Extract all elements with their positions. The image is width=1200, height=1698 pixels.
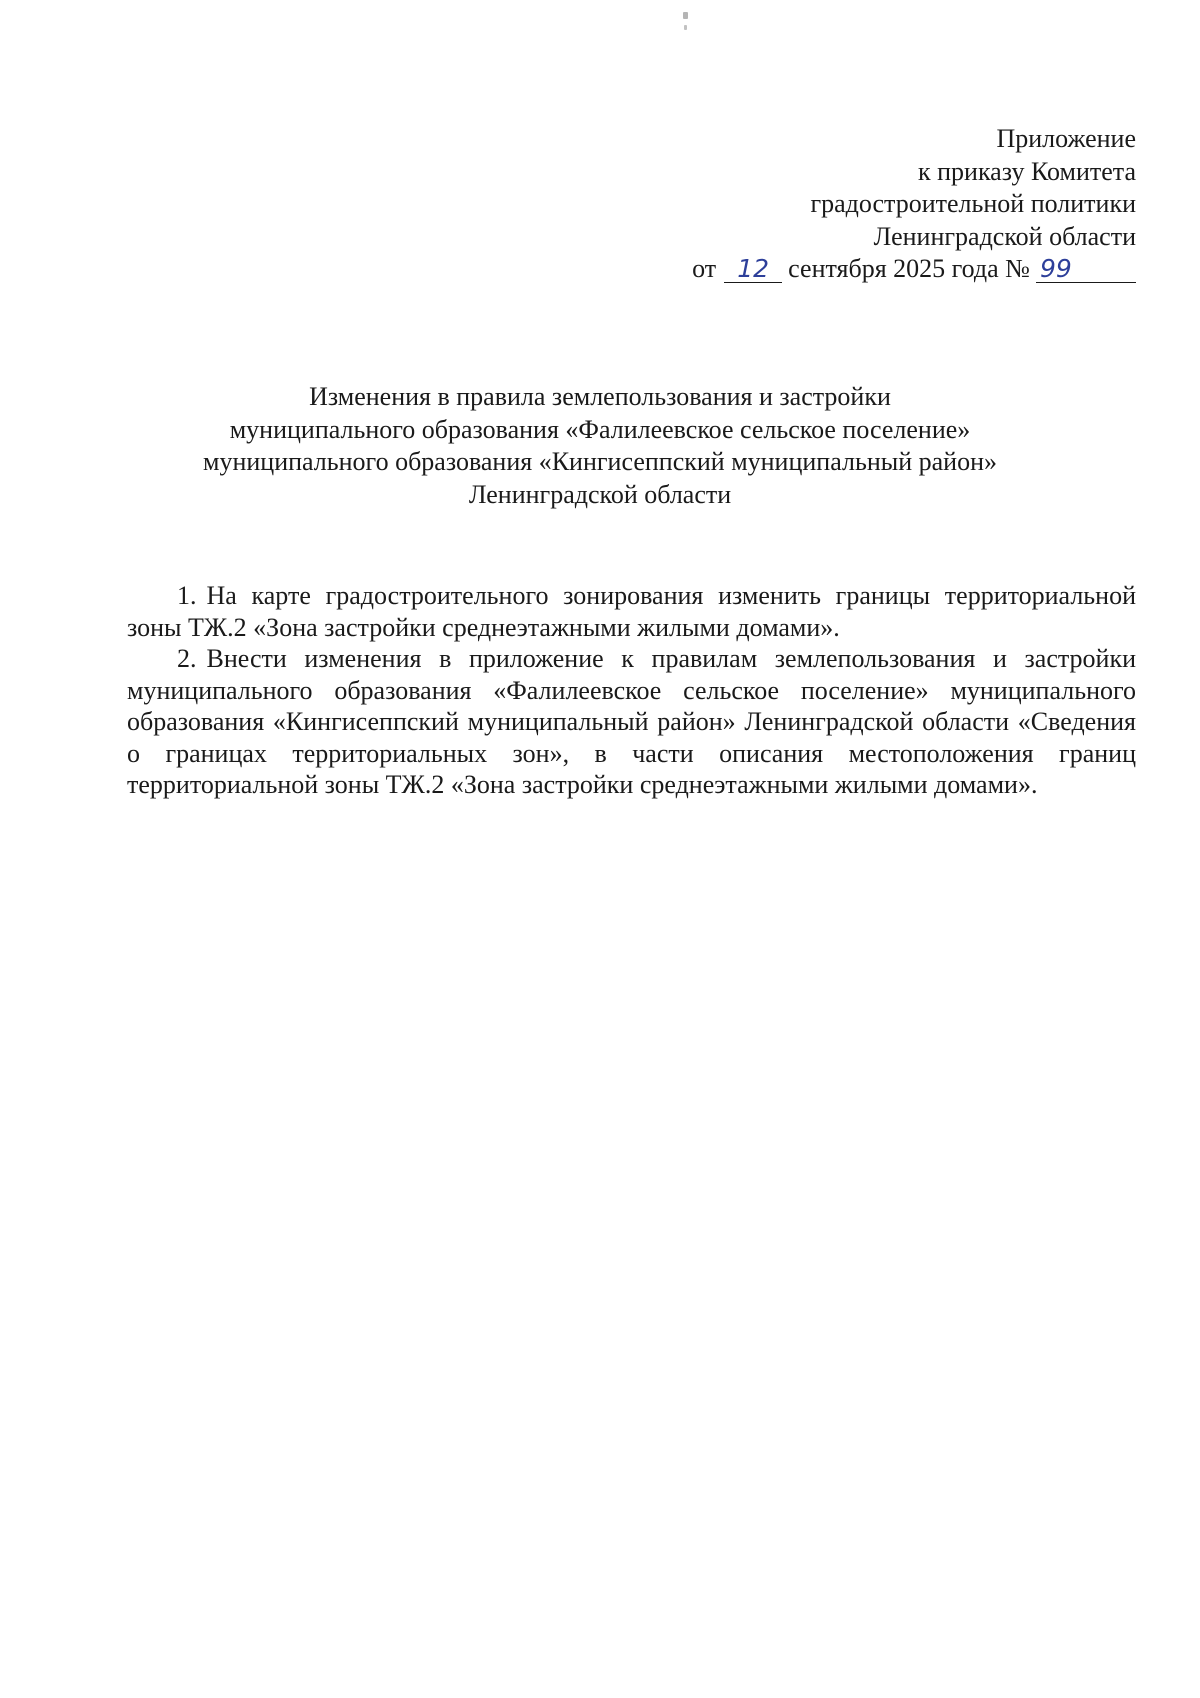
appendix-order-ref: к приказу Комитета [917,156,1136,186]
list-item [127,580,1136,643]
appendix-date-line [692,253,1136,286]
document-title [0,381,1200,511]
appendix-region: Ленинградской области [873,221,1136,251]
day-field [724,256,782,283]
item-text: На карте градостроительного зонирования изменить границы территориальной зоны ТЖ.2 «Зона застройки среднеэтажными жилыми домами». [127,581,1136,642]
order-number-field [1036,256,1136,283]
title-line: муниципального образования «Кингисеппский муниципальный район» [203,447,997,476]
list-item [127,643,1136,801]
title-line: Изменения в правила землепользования и застройки [309,382,891,411]
appendix-label: Приложение [996,124,1136,153]
order-number-handwritten: 99 [1040,254,1072,283]
appendix-committee: градостроительной политики [810,189,1136,218]
date-prefix: от [692,254,717,283]
day-handwritten: 12 [737,254,770,283]
scan-artifact-mark [683,12,688,19]
title-line: муниципального образования «Фалилеевское сельское поселение» [229,414,971,444]
document-body [127,580,1136,801]
item-text: Внести изменения в приложение к правилам землепользования и застройки муниципального образования «Фалилеевское сельское поселение» муниципального образования «Кингисеппский муниципальный район» Ленинградской области «Сведения о границах территориальных зон», в части описания местоположения границ территориальной зоны ТЖ.2 «Зона застройки среднеэтажными жилыми домами». [127,644,1136,799]
appendix-header [692,123,1136,286]
item-number: 1. [177,581,197,610]
item-number: 2. [177,644,197,673]
scan-artifact [683,10,689,32]
date-middle: сентября 2025 года № [788,254,1030,283]
scan-artifact-mark [684,25,687,30]
title-line: Ленинградской области [468,479,732,509]
